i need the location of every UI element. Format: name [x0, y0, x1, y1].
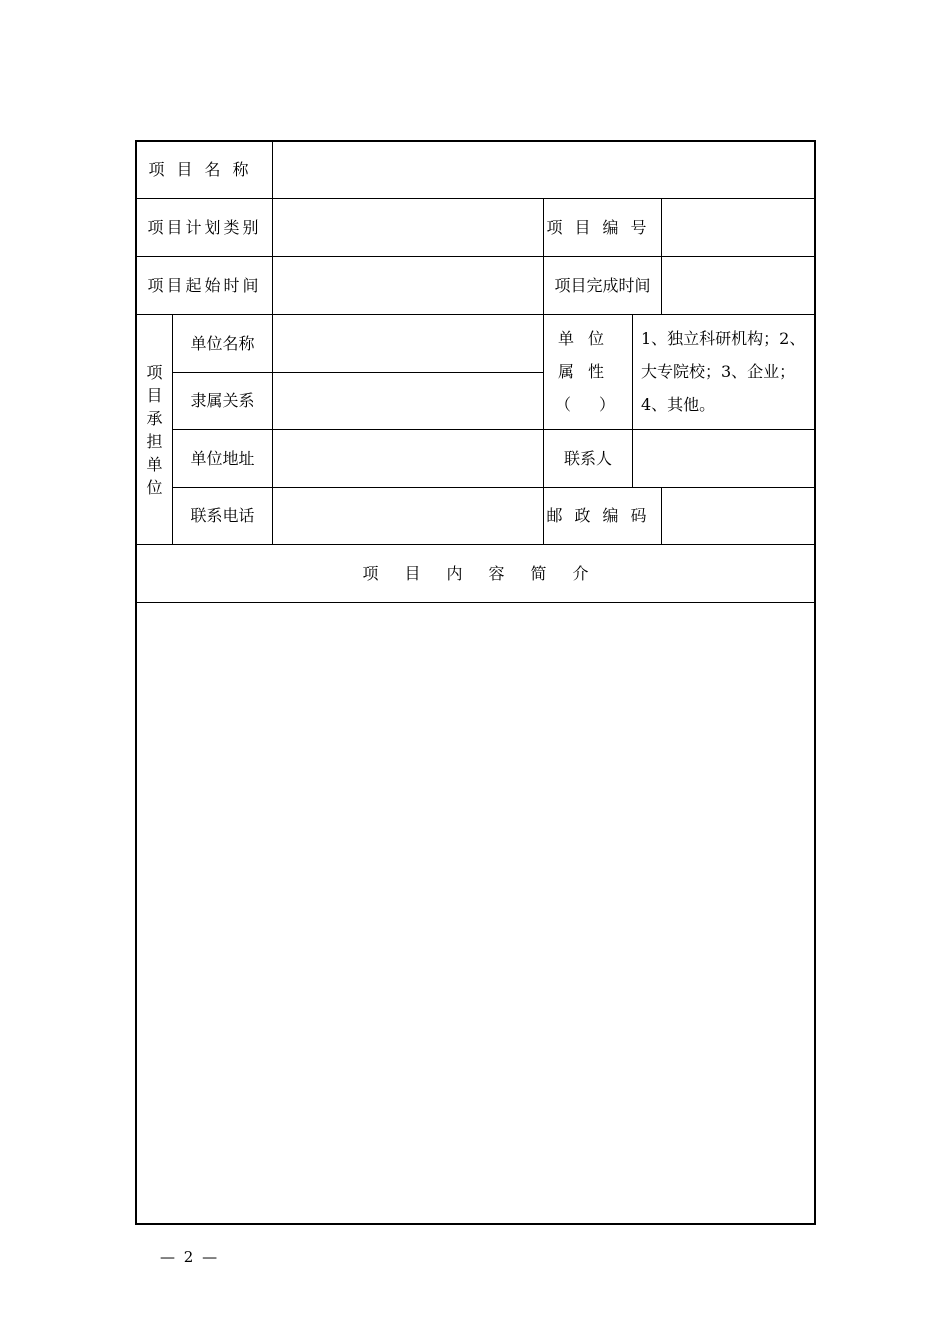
- unit-attribute-choice-box[interactable]: （ ）: [554, 395, 621, 414]
- project-number-field[interactable]: [662, 199, 814, 256]
- postal-code-field[interactable]: [662, 488, 814, 544]
- page-number: — 2 —: [160, 1248, 220, 1266]
- unit-address-label: 单位地址: [190, 448, 255, 468]
- end-time-field[interactable]: [662, 257, 814, 314]
- end-time-label: 项目完成时间: [554, 275, 651, 295]
- project-name-field[interactable]: [273, 141, 814, 198]
- affiliation-field[interactable]: [273, 373, 543, 429]
- contact-person-label: 联系人: [563, 448, 612, 468]
- unit-attribute-label-line1: 单位: [557, 329, 618, 348]
- unit-attribute-label: [544, 322, 632, 421]
- plan-category-field[interactable]: [273, 199, 543, 256]
- unit-name-field[interactable]: [273, 315, 543, 372]
- affiliation-label: 隶属关系: [190, 391, 255, 410]
- table-border-right: [814, 140, 816, 1225]
- contact-person-field[interactable]: [633, 430, 814, 487]
- start-time-field[interactable]: [273, 257, 543, 314]
- undertaking-unit-label: [137, 315, 172, 544]
- postal-code-label: 邮政编码: [546, 506, 659, 525]
- project-number-label: 项目编号: [546, 217, 659, 237]
- unit-attribute-label-line2: 属性: [557, 362, 618, 381]
- summary-header: 项目内容简介: [362, 563, 615, 583]
- undertaking-unit-label-text: 项目承担单位: [146, 362, 163, 497]
- contact-phone-label: 联系电话: [190, 506, 255, 525]
- project-name-label: 项目名称: [148, 159, 261, 179]
- unit-address-field[interactable]: [273, 430, 543, 487]
- start-time-label: 项目起始时间: [147, 275, 262, 295]
- unit-name-label: 单位名称: [190, 333, 255, 353]
- plan-category-label: 项目计划类别: [147, 217, 262, 237]
- summary-field[interactable]: [137, 603, 814, 1223]
- unit-attribute-options: 1、独立科研机构；2、大专院校；3、企业；4、其他。: [641, 329, 806, 414]
- contact-phone-field[interactable]: [273, 488, 543, 544]
- table-border-bottom: [135, 1223, 816, 1225]
